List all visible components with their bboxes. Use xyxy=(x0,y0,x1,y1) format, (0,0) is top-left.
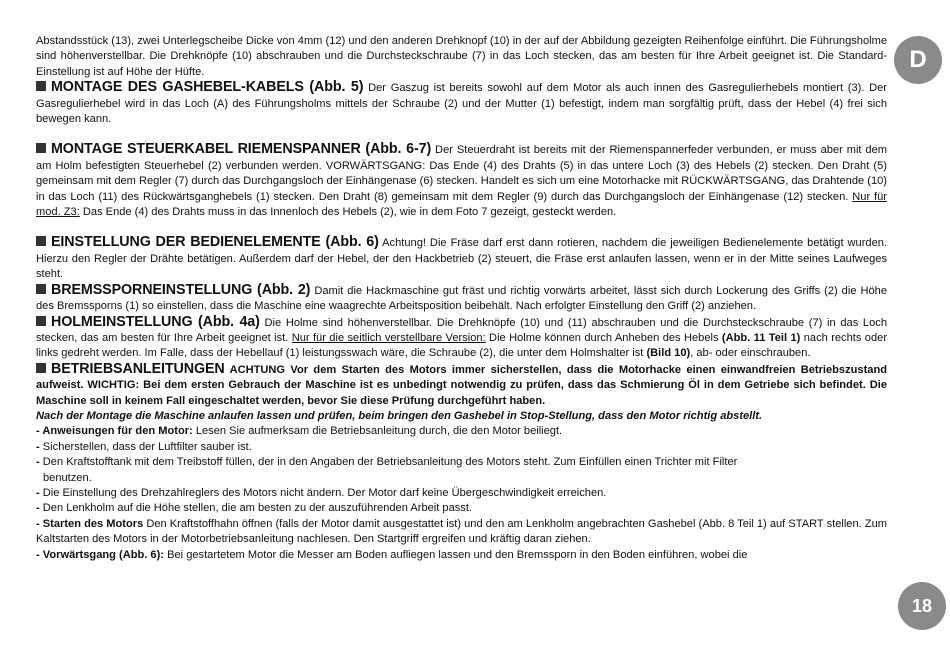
bullet-label: - Starten des Motors xyxy=(36,517,144,530)
section-heading: MONTAGE STEUERKABEL RIEMENSPANNER (Abb. 6-7) xyxy=(51,141,432,158)
warning-text: ACHTUNG Vor dem Starten des Motors immer sicherstellen, dass die Motorhacke einen einwandfreien Betriebszustand aufweist. WICHTIG: Bei dem ersten Gebrauch der Maschine ist es unbedingt notwendig zu prüfen, dass das Schmierung Öl in dem Getriebe sich befindet. Die Maschine soll in keinem Fall eingeschaltet werden, bevor Sie diese Prüfung durchgeführt haben. xyxy=(36,363,887,407)
figure-reference: (Bild 10) xyxy=(646,347,691,360)
section-text: nach rechts oder links gedreht werden. Im Falle, dass der Hebellauf (1) leistungsswach wäre, die Schraube (2), die unter dem Holmshalter ist xyxy=(36,331,888,360)
underlined-note: Nur für mod. Z3: xyxy=(36,190,888,219)
intro-paragraph: Abstandsstück (13), zwei Unterlegscheibe Dicke von 4mm (12) und den anderen Drehknopf (10) in der auf der Abbildung gezeigten Reihenfolge einführt. Die Führungsholme sind höhenverstellbar. Die Drehknöpfe (10) abschrauben und die Durchsteckschraube (7) in das Loch stecken, das am besten für Ihre Arbeit geeignet ist. Die Standard-Einstellung ist auf Höhe der Hüfte. xyxy=(36,35,887,78)
section-text: Der Steuerdraht ist bereits mit der Riemenspannerfeder verbunden, er muss aber mit dem am Holm befestigten Steuerhebel (2) verbunden werden. VORWÄRTSGANG: Das Ende (4) des Drahts (5) in das untere Loch (3) des Hebels (2) stecken. Den Draht (5) gemeinsam mit dem Regler (7) durch das Durchgangsloch der Einhängenase (6) stecken. Handelt es sich um eine Motorhacke mit RÜCKWÄRTSGANG, das Drahtende (10) in das Loch (11) des Rückwärtsganghebels (1) stecken. Den Draht (8) gemeinsam mit dem Regler (9) durch das Durchgangsloch der Einhängenase (12) stecken. xyxy=(36,144,887,203)
section-steuerkabel xyxy=(36,142,887,220)
bullet-dash: - xyxy=(36,502,40,515)
bullet-label: - Vorwärtsgang (Abb. 6): xyxy=(36,548,164,561)
bullet-item xyxy=(36,548,887,563)
bullet-dash: - xyxy=(36,486,40,499)
section-bedienelemente xyxy=(36,235,887,282)
bullet-square-icon xyxy=(36,284,46,294)
bullet-text: Sicherstellen, dass der Luftfilter sauber ist. xyxy=(39,440,252,453)
section-heading: BETRIEBSANLEITUNGEN xyxy=(51,360,225,377)
bullet-item xyxy=(36,486,887,501)
section-text: Achtung! Die Fräse darf erst dann rotieren, nachdem die jeweiligen Bedienelemente betätigt wurden. Hierzu den Regler der Drähte betätigen. Außerdem darf der Hebel, der den Hackbetrieb (2) steuert, die Fräse erst anlaufen lassen, wenn er in der Mitte seines Laufweges steht. xyxy=(36,237,887,281)
bullet-item xyxy=(36,424,887,439)
section-text: Der Gaszug ist bereits sowohl auf dem Motor als auch innen des Gasregulierhebels montiert (3). Der Gasregulierhebel wird in das Loch (A) des Führungsholms mittels der Schraube (2) und der Mutter (1) befestigt, indem man sorgfältig prüft, dass der Hebel (4) frei sich bewegen kann. xyxy=(36,82,887,126)
section-bremssporn xyxy=(36,283,887,315)
bullet-square-icon xyxy=(36,81,46,91)
figure-reference: (Abb. 11 Teil 1) xyxy=(721,331,801,344)
bullet-dash: - xyxy=(36,456,40,469)
bullet-item xyxy=(36,501,887,516)
language-tab-label: D xyxy=(909,46,927,73)
section-gashebel xyxy=(36,80,887,127)
bullet-text: Den Lenkholm auf die Höhe stellen, die am besten zu der auszuführenden Arbeit passt. xyxy=(39,502,473,515)
section-holmeinstellung xyxy=(36,315,887,362)
bullet-text: Bei gestartetem Motor die Messer am Boden aufliegen lassen und den Bremssporn in den Boden einführen, wobei die xyxy=(164,548,748,561)
bullet-text: Lesen Sie aufmerksam die Betriebsanleitung durch, die den Motor beiliegt. xyxy=(192,425,563,438)
page-number-badge xyxy=(898,582,946,630)
section-heading: HOLMEINSTELLUNG (Abb. 4a) xyxy=(51,313,260,330)
section-betriebsanleitungen xyxy=(36,362,887,409)
italic-warning: Nach der Montage die Maschine anlaufen lassen und prüfen, beim bringen den Gashebel in Stop-Stellung, dass den Motor richtig abstellt. xyxy=(36,409,763,422)
bullet-dash: - xyxy=(36,440,40,453)
manual-page-text xyxy=(36,34,887,563)
bullet-item xyxy=(36,517,887,548)
section-text: Die Holme können durch Anheben des Hebels xyxy=(485,331,722,344)
section-text: , ab- oder einschrauben. xyxy=(690,347,811,360)
bullet-text: Den Kraftstoffhahn öffnen (falls der Motor damit ausgestattet ist) und den am Lenkholm angebrachten Gashebel (Abb. 8 Teil 1) auf START stellen. Zum Kaltstarten des Motors in der Motorbetriebsanleitung nachlesen. Den Startgriff ergreifen und kräftig daran ziehen. xyxy=(36,517,887,546)
bullet-square-icon xyxy=(36,236,46,246)
section-text: Die Holme sind höhenverstellbar. Die Drehknöpfe (10) und (11) abschrauben und die Durchsteckschraube (7) in das Loch stecken, das am besten für Ihre Arbeit geeignet ist. xyxy=(36,316,887,344)
bullet-square-icon xyxy=(36,363,46,373)
bullet-square-icon xyxy=(36,143,46,153)
bullet-square-icon xyxy=(36,316,46,326)
section-heading: EINSTELLUNG DER BEDIENELEMENTE (Abb. 6) xyxy=(51,234,379,251)
section-heading: MONTAGE DES GASHEBEL-KABELS (Abb. 5) xyxy=(51,79,364,96)
section-text: Das Ende (4) des Drahts muss in das Innenloch des Hebels (2), wie in dem Foto 7 gezeigt, gesteckt werden. xyxy=(79,206,617,219)
language-tab-badge xyxy=(894,36,942,84)
bullet-text: Den Kraftstofftank mit dem Treibstoff füllen, der in den Angaben der Betriebsanleitung des Motors steht. Zum Einfüllen einen Trichter mit Filter xyxy=(39,456,738,469)
bullet-item xyxy=(36,455,887,470)
bullet-item xyxy=(36,440,887,455)
page-number: 18 xyxy=(911,595,933,616)
section-text: Damit die Hackmaschine gut fräst und richtig vorwärts arbeitet, lässt sich durch Lockerung des Griffs (2) die Höhe des Bremssporns (1) so einstellen, dass die Maschine eine waagrechte Arbeitsposition beibehält. Nach erfolgter Einstellung den Griff (2) anziehen. xyxy=(36,284,888,313)
section-heading: BREMSSPORNEINSTELLUNG (Abb. 2) xyxy=(51,281,311,298)
bullet-text: Die Einstellung des Drehzahlreglers des Motors nicht ändern. Der Motor darf keine Übergeschwindigkeit erreichen. xyxy=(39,486,607,499)
bullet-continuation: benutzen. xyxy=(43,471,92,484)
bullet-label: - Anweisungen für den Motor: xyxy=(36,425,193,438)
underlined-note: Nur für die seitlich verstellbare Version: xyxy=(291,331,486,344)
